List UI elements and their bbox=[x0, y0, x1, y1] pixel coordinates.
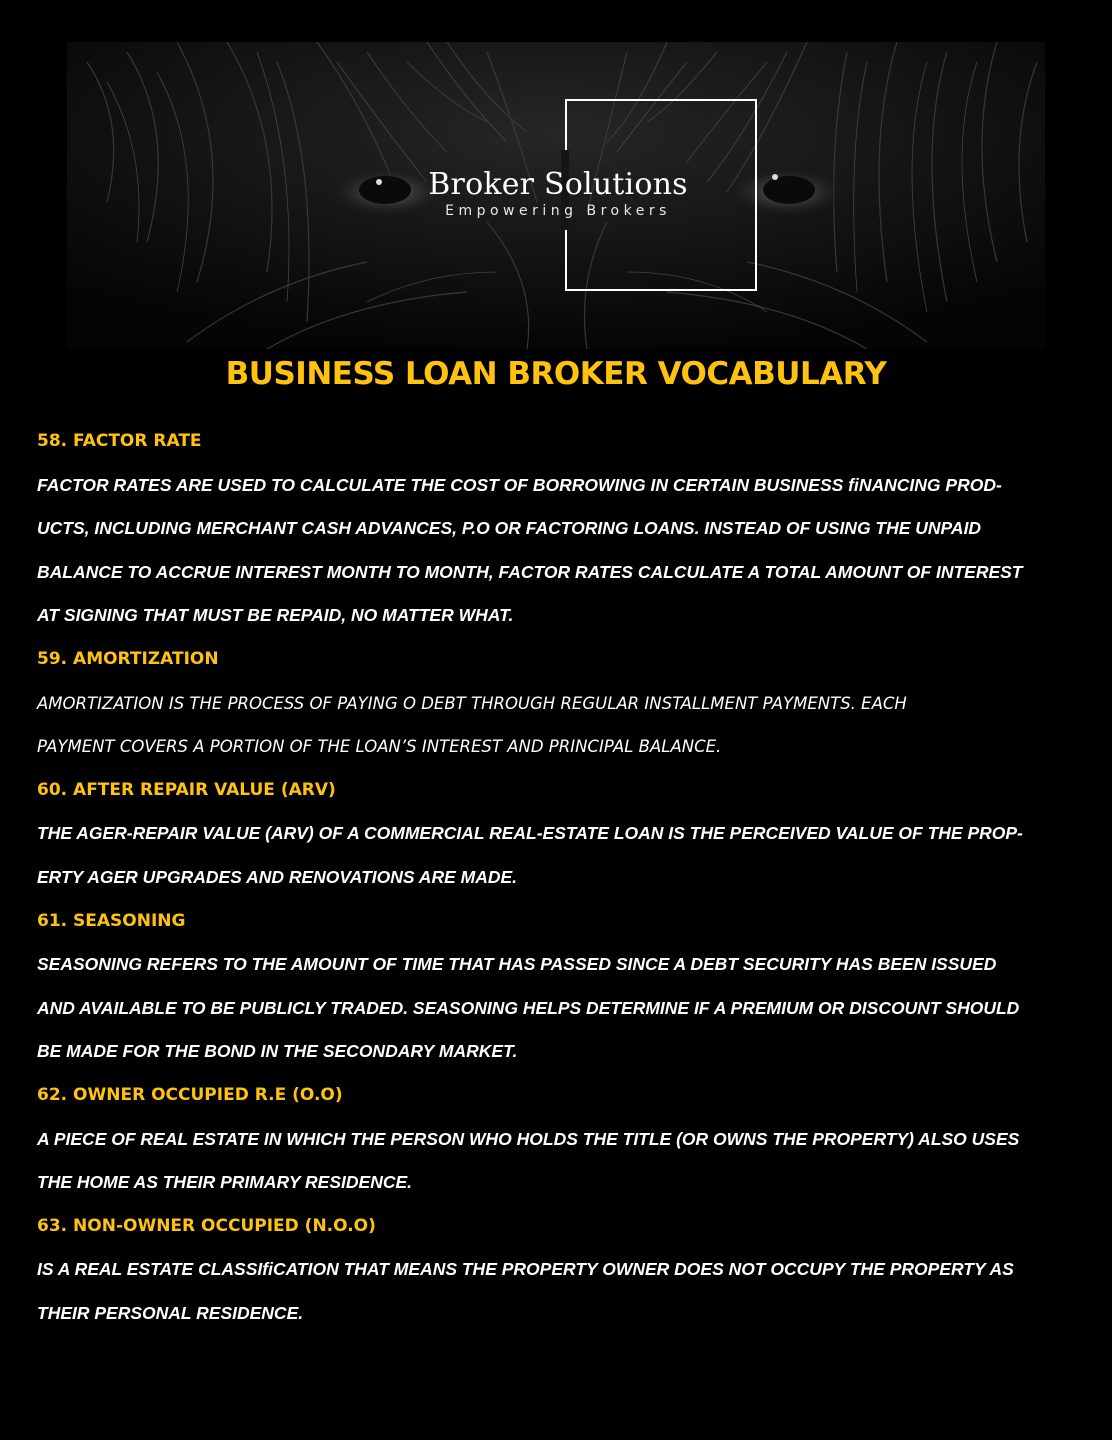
entry-seasoning bbox=[37, 900, 1077, 1074]
entry-factor-rate bbox=[37, 420, 1077, 638]
definition-line: FACTOR RATES ARE USED TO CALCULATE THE COST OF BORROWING IN CERTAIN BUSINESS ﬁNANCING PROD- bbox=[37, 474, 1002, 495]
entry-amortization bbox=[37, 638, 1077, 769]
term-heading: 58. FACTOR RATE bbox=[37, 431, 202, 451]
definition-line: UCTS, INCLUDING MERCHANT CASH ADVANCES, P.O OR FACTORING LOANS. INSTEAD OF USING THE UNPAID bbox=[37, 518, 982, 539]
term-heading: 63. NON-OWNER OCCUPIED (N.O.O) bbox=[37, 1215, 376, 1236]
entry-non-owner-occupied bbox=[37, 1205, 1077, 1336]
definition-line: THEIR PERSONAL RESIDENCE. bbox=[37, 1302, 304, 1323]
header-banner bbox=[67, 42, 1045, 349]
definition-line: ERTY AGER UPGRADES AND RENOVATIONS ARE MADE. bbox=[37, 866, 518, 887]
definition-line: IS A REAL ESTATE CLASSIﬁCATION THAT MEANS THE PROPERTY OWNER DOES NOT OCCUPY THE PROPERTY AS bbox=[37, 1259, 1014, 1280]
definition-line: SEASONING REFERS TO THE AMOUNT OF TIME THAT HAS PASSED SINCE A DEBT SECURITY HAS BEEN ISSUED bbox=[37, 954, 997, 975]
definition-line: PAYMENT COVERS A PORTION OF THE LOAN’S INTEREST AND PRINCIPAL BALANCE. bbox=[37, 737, 722, 757]
page-title: BUSINESS LOAN BROKER VOCABULARY bbox=[225, 356, 887, 392]
term-heading: 61. SEASONING bbox=[37, 910, 186, 931]
definition-line: THE HOME AS THEIR PRIMARY RESIDENCE. bbox=[37, 1172, 413, 1193]
definition-line: A PIECE OF REAL ESTATE IN WHICH THE PERSON WHO HOLDS THE TITLE (OR OWNS THE PROPERTY) ALSO USES bbox=[37, 1128, 1020, 1149]
definition-line: BE MADE FOR THE BOND IN THE SECONDARY MARKET. bbox=[37, 1041, 518, 1062]
entry-owner-occupied bbox=[37, 1074, 1077, 1205]
definition-line: AMORTIZATION IS THE PROCESS OF PAYING O DEBT THROUGH REGULAR INSTALLMENT PAYMENTS. EACH bbox=[37, 693, 907, 713]
entry-after-repair-value bbox=[37, 769, 1077, 900]
definition-line: AND AVAILABLE TO BE PUBLICLY TRADED. SEASONING HELPS DETERMINE IF A PREMIUM OR DISCOUNT SHOULD bbox=[37, 997, 1020, 1018]
brand-name: Broker Solutions bbox=[428, 167, 688, 202]
definition-line: BALANCE TO ACCRUE INTEREST MONTH TO MONTH, FACTOR RATES CALCULATE A TOTAL AMOUNT OF INTEREST bbox=[37, 561, 1023, 582]
term-heading: 60. AFTER REPAIR VALUE (ARV) bbox=[37, 779, 336, 800]
term-heading: 59. AMORTIZATION bbox=[37, 648, 219, 669]
vocabulary-list bbox=[37, 420, 1077, 1335]
brand-tagline: Empowering Brokers bbox=[445, 203, 671, 219]
term-heading: 62. OWNER OCCUPIED R.E (O.O) bbox=[37, 1084, 343, 1105]
definition-line: AT SIGNING THAT MUST BE REPAID, NO MATTER WHAT. bbox=[37, 605, 514, 626]
definition-line: THE AGER-REPAIR VALUE (ARV) OF A COMMERCIAL REAL-ESTATE LOAN IS THE PERCEIVED VALUE OF THE PROP- bbox=[37, 823, 1023, 844]
